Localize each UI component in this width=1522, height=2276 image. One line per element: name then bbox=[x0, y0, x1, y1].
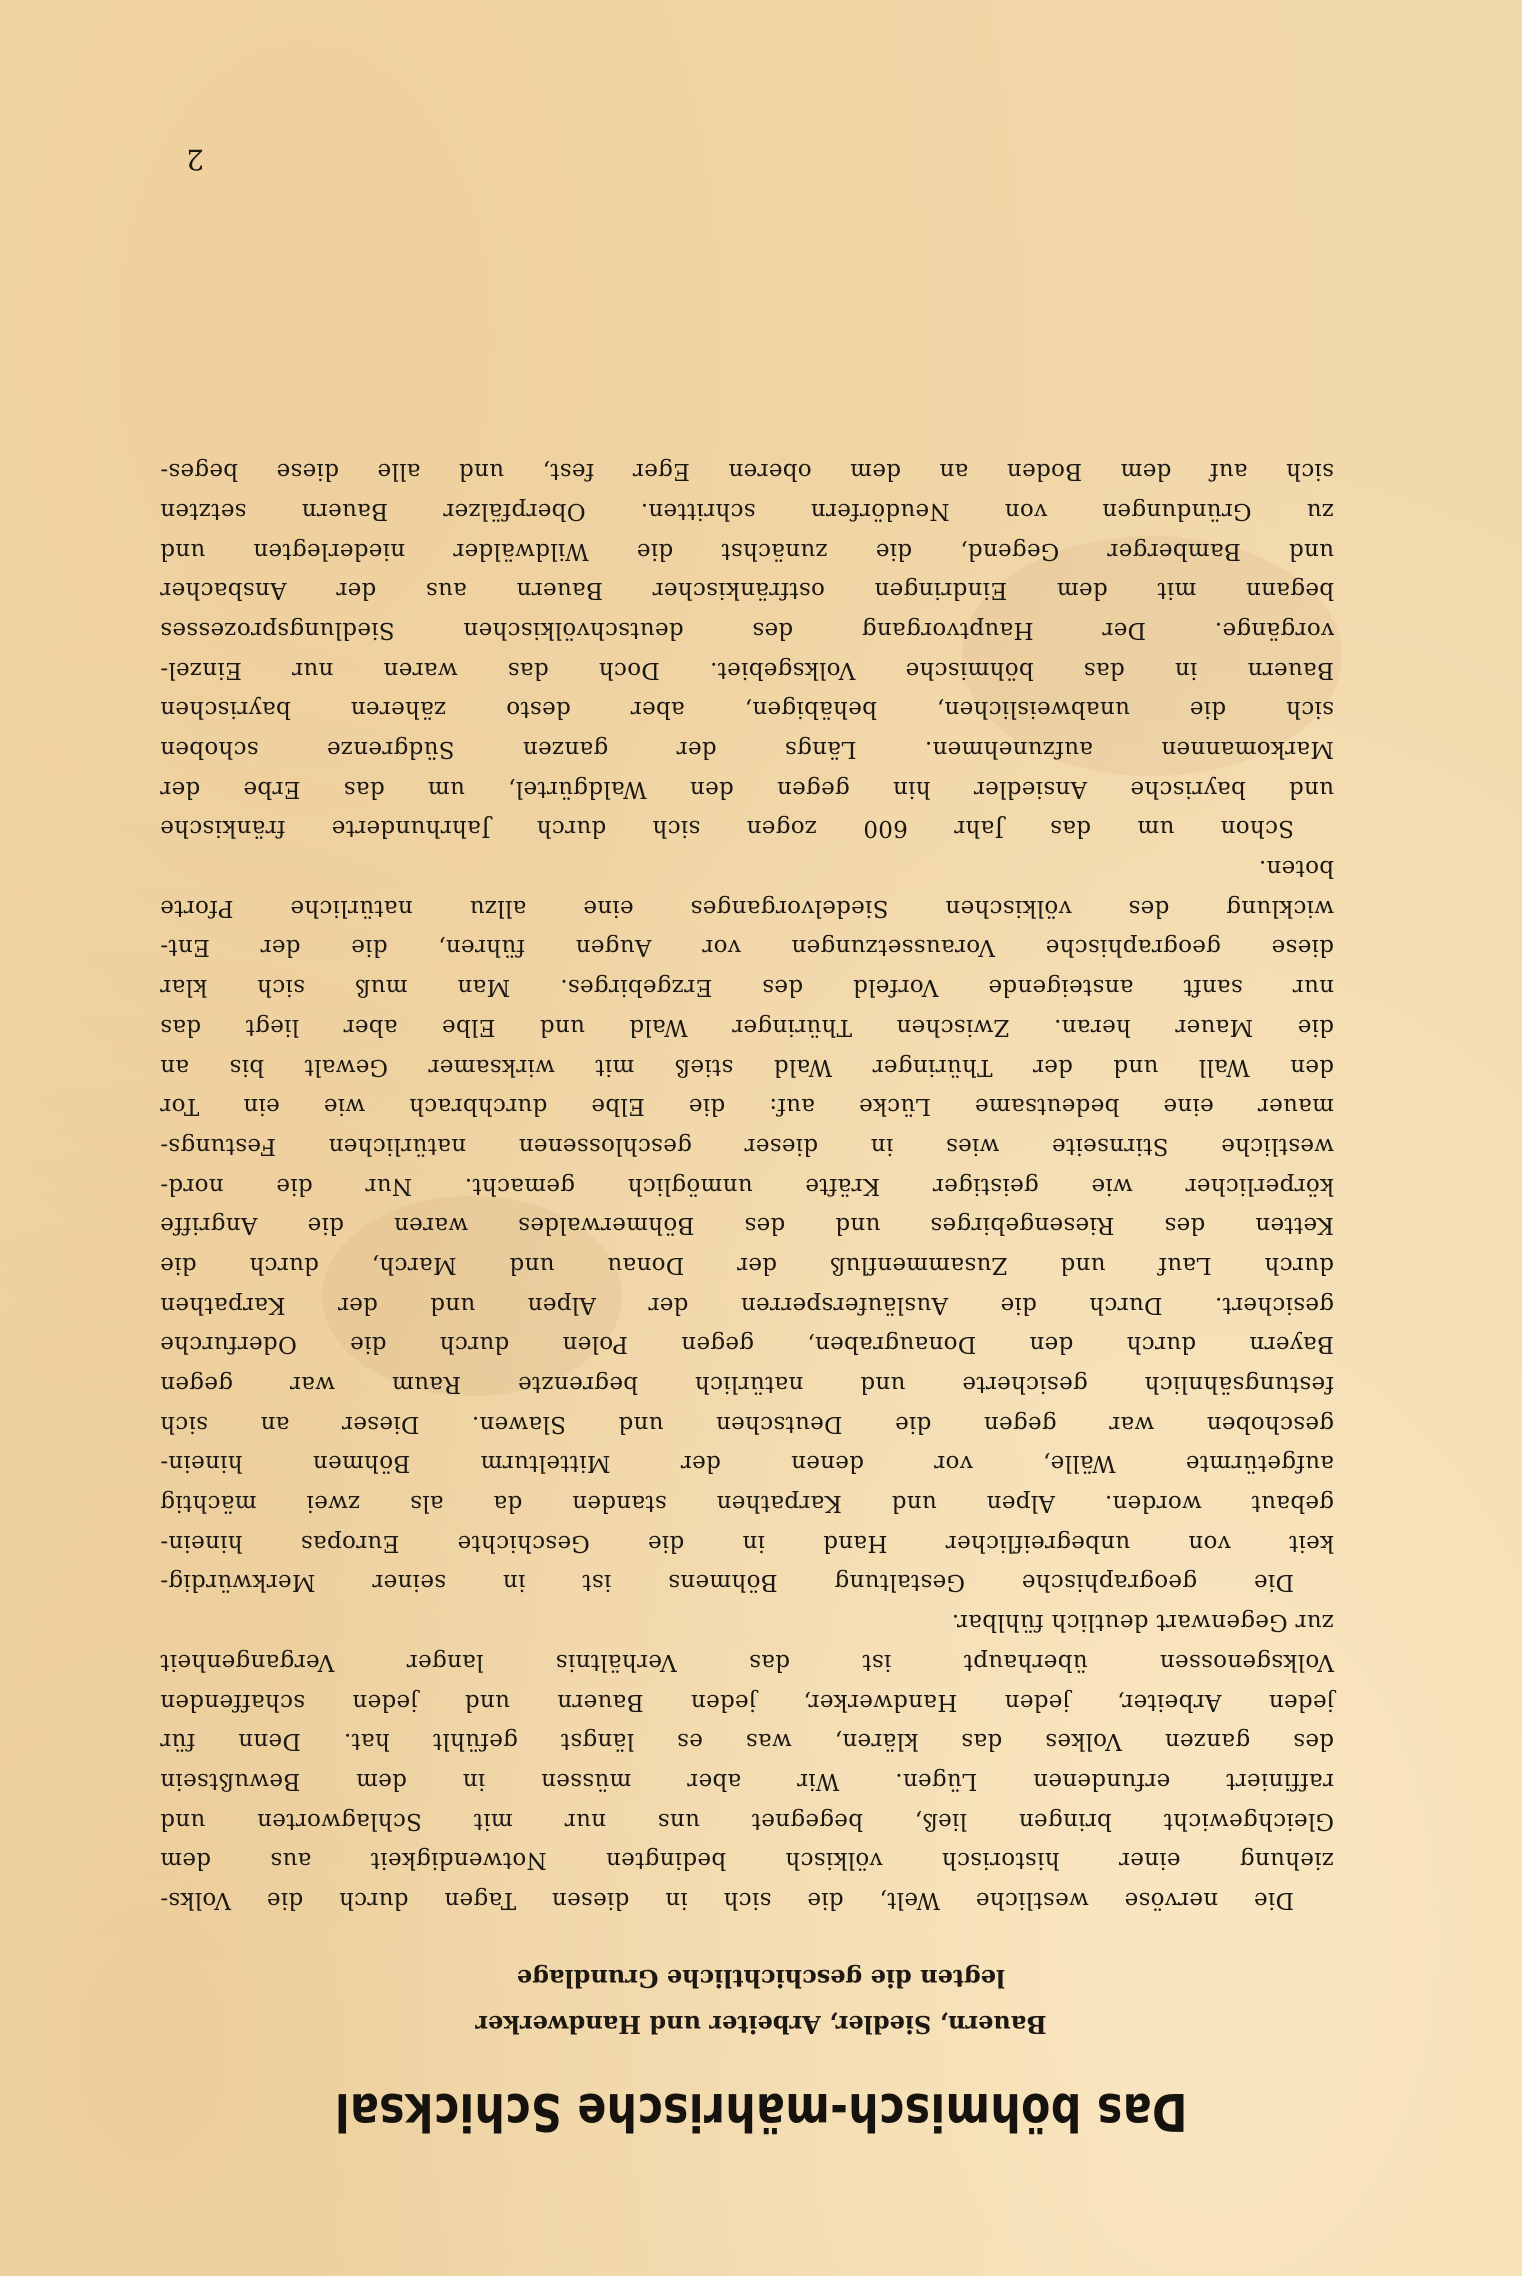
text-line: durch Lauf und Zusammenfluß der Donau und March, durch die bbox=[160, 1252, 1334, 1278]
text-line: und bayrische Ansiedler hin gegen den Waldgürtel, um das Erbe der bbox=[160, 775, 1334, 802]
text-line: ziehung einer historisch völkisch bedingten Notwendigkeit aus dem bbox=[160, 1847, 1334, 1874]
text-line: zu Gründungen von Neudörfern schritten. Oberpfälzer Bauern setzten bbox=[160, 497, 1334, 524]
text-line: diese geographische Voraussetzungen vor Augen führen, die der Ent- bbox=[160, 934, 1334, 961]
text-line: Schon um das Jahr 600 zogen sich durch Jahrhunderte fränkische bbox=[160, 815, 1294, 842]
paragraph-1 bbox=[160, 1602, 1334, 1920]
body-text bbox=[160, 451, 1334, 1919]
text-line: Bauern in das böhmische Volksgebiet. Doch das waren nur Einzel- bbox=[160, 656, 1334, 683]
text-line: vorgänge. Der Hauptvorgang des deutschvölkischen Siedlungsprozesses bbox=[160, 617, 1334, 643]
subtitle-line-2: legten die geschichtliche Grundlage bbox=[516, 1964, 1006, 1993]
text-line: den Wall und der Thüringer Wald stieß mit wirksamer Gewalt bis an bbox=[160, 1053, 1334, 1080]
text-line: Bayern durch den Donaugraben, gegen Polen durch die Oderfurche bbox=[160, 1331, 1334, 1358]
text-line: festungsähnlich gesicherte und natürlich begrenzte Raum war gegen bbox=[160, 1371, 1334, 1398]
text-line: westliche Stirnseite wies in dieser geschlossenen natürlichen Festungs- bbox=[160, 1132, 1334, 1159]
text-line: mauer eine bedeutsame Lücke auf: die Elbe durchbrach wie ein Tor bbox=[160, 1093, 1334, 1120]
text-line: Gleichgewicht bringen ließ, begegnet uns nur mit Schlagworten und bbox=[160, 1807, 1334, 1834]
page-number: 2 bbox=[186, 143, 204, 176]
page-title: Das böhmisch-mährische Schicksal bbox=[334, 2081, 1188, 2141]
text-line: begann mit dem Eindringen ostfränkischer Bauern aus der Ansbacher bbox=[160, 577, 1334, 604]
text-line: Die nervöse westliche Welt, die sich in diesen Tagen durch die Volks- bbox=[160, 1887, 1294, 1913]
text-line: des ganzen Volkes das klären, was es längst gefühlt hat. Denn für bbox=[160, 1728, 1334, 1755]
text-line: raffiniert erfundenen Lügen. Wir aber müssen in dem Bewußtsein bbox=[160, 1767, 1334, 1794]
text-line: zur Gegenwart deutlich fühlbar. bbox=[951, 1609, 1334, 1636]
subtitle-line-1: Bauern, Siedler, Arbeiter und Handwerker bbox=[475, 2010, 1047, 2039]
text-line: keit von unbegreiflicher Hand in die Geschichte Europas hinein- bbox=[160, 1529, 1334, 1556]
text-line: gebaut worden. Alpen und Karpathen standen da als zwei mächtig bbox=[160, 1490, 1334, 1517]
text-line: Ketten des Riesengebirges und des Böhmerwaldes waren die Angriffe bbox=[160, 1212, 1334, 1239]
text-line: sich die unabweislichen, behäbigen, aber desto zäheren bayrischen bbox=[160, 696, 1334, 723]
text-line: boten. bbox=[1258, 855, 1334, 882]
text-line: aufgetürmte Wälle, vor denen der Mittelturm Böhmen hinein- bbox=[160, 1450, 1334, 1477]
text-line: und Bamberger Gegend, die zunächst die Wildwälder niederlegten und bbox=[160, 537, 1334, 564]
paragraph-2 bbox=[160, 847, 1334, 1601]
text-line: jeden Arbeiter, jeden Handwerker, jeden Bauern und jeden schaffenden bbox=[160, 1688, 1334, 1715]
text-line: gesichert. Durch die Ausläufersperren der Alpen und der Karpathen bbox=[160, 1291, 1334, 1318]
text-line: körperlicher wie geistiger Kräfte unmöglich gemacht. Nur die nord- bbox=[160, 1172, 1334, 1199]
text-line: geschoben war gegen die Deutschen und Slawen. Dieser an sich bbox=[160, 1410, 1334, 1437]
text-line: wicklung des völkischen Siedelvorganges eine allzu natürliche Pforte bbox=[160, 894, 1334, 921]
text-line: die Mauer heran. Zwischen Thüringer Wald und Elbe aber liegt das bbox=[160, 1013, 1334, 1040]
text-line: Markomannen aufzunehmen. Längs der ganzen Südgrenze schoben bbox=[160, 736, 1334, 763]
text-line: Volksgenossen überhaupt ist das Verhältnis langer Vergangenheit bbox=[160, 1648, 1334, 1675]
text-line: sich auf dem Boden an dem oberen Eger fest, und alle diese beges- bbox=[160, 458, 1334, 485]
text-line: Die geographische Gestaltung Böhmens ist in seiner Merkwürdig- bbox=[160, 1569, 1294, 1596]
paragraph-3 bbox=[160, 451, 1334, 848]
text-line: nur sanft ansteigende Vorfeld des Erzgebirges. Man muß sich klar bbox=[160, 974, 1334, 1001]
